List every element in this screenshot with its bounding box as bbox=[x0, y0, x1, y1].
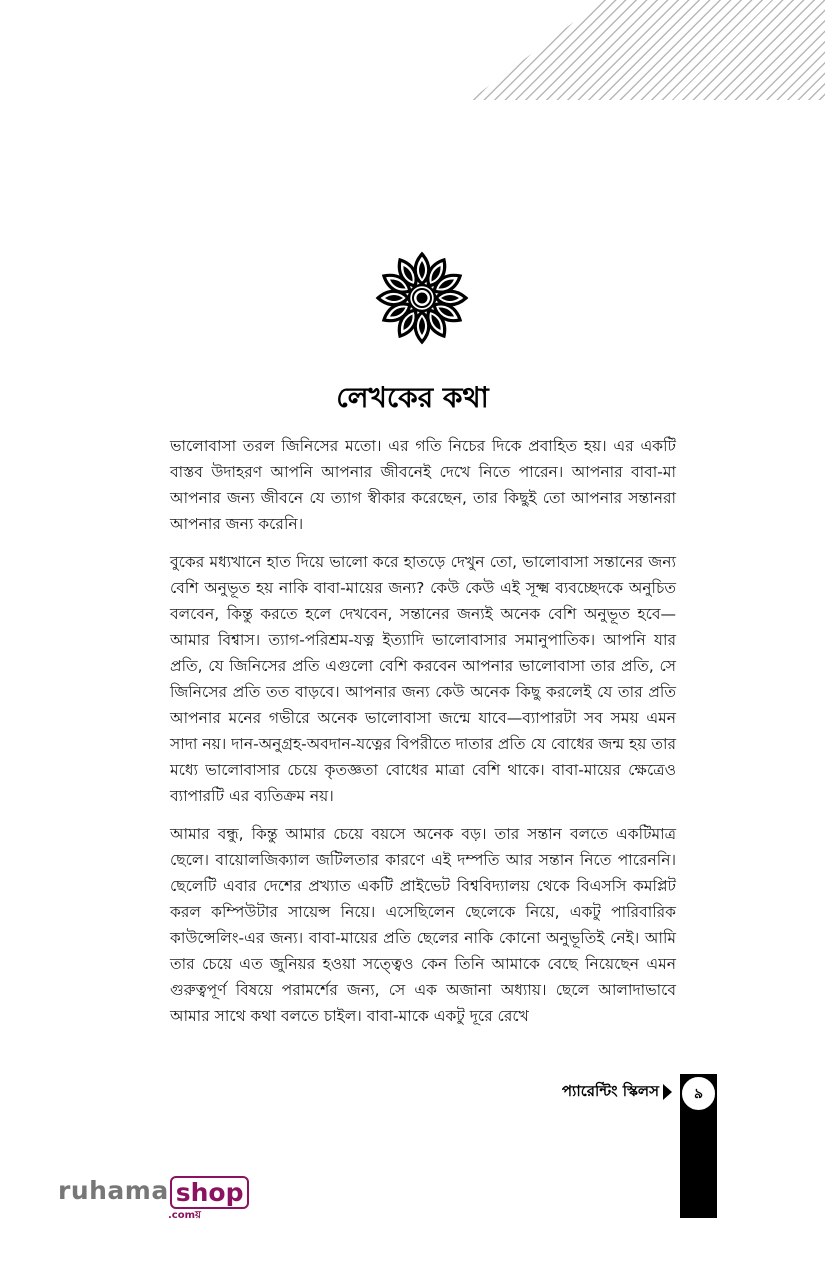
book-title-footer: প্যারেন্টিং স্কিলস bbox=[561, 1082, 659, 1100]
logo-suffix: .comয় bbox=[168, 1210, 201, 1221]
body-text bbox=[170, 433, 676, 1041]
logo-text-ruhama: ruhama bbox=[58, 1176, 169, 1205]
paragraph-2: বুকের মধ্যখানে হাত দিয়ে ভালো করে হাতড়ে দেখুন তো, ভালোবাসা সন্তানের জন্য বেশি অনুভূত হয় নাকি বাবা-মায়ের জন্য? কেউ কেউ এই সূক্ষ্ম ব্যবচ্ছেদকে অনুচিত বলবেন, কিন্তু করতে হলে দেখবেন, সন্তানের জন্যই অনেক বেশি অনুভূত হবে—আমার বিশ্বাস। ত্যাগ-পরিশ্রম-যত্ন ইত্যাদি ভালোবাসার সমানুপাতিক। আপনি যার প্রতি, যে জিনিসের প্রতি এগুলো বেশি করবেন আপনার ভালোবাসা তার প্রতি, সে জিনিসের প্রতি তত বাড়বে। আপনার জন্য কেউ অনেক কিছু করলেই যে তার প্রতি আপনার মনের গভীরে অনেক ভালোবাসা জন্মে যাবে—ব্যাপারটা সব সময় এমন সাদা নয়। দান-অনুগ্রহ-অবদান-যত্নের বিপরীতে দাতার প্রতি যে বোধের জন্ম হয় তার মধ্যে ভালোবাসার চেয়ে কৃতজ্ঞতা বোধের মাত্রা বেশি থাকে। বাবা-মায়ের ক্ষেত্রেও ব্যাপারটি এর ব্যতিক্রম নয়। bbox=[170, 553, 676, 805]
watermark-logo bbox=[58, 1176, 249, 1216]
page-title: লেখকের কথা bbox=[336, 381, 489, 414]
corner-hatch-decoration bbox=[470, 0, 825, 100]
triangle-right-icon bbox=[663, 1084, 672, 1100]
page-number: ৯ bbox=[680, 1075, 717, 1112]
flower-ornament-icon bbox=[374, 250, 470, 346]
paragraph-1: ভালোবাসা তরল জিনিসের মতো। এর গতি নিচের দিকে প্রবাহিত হয়। এর একটি বাস্তব উদাহরণ আপনি আপনার জীবনেই দেখে নিতে পারেন। আপনার বাবা-মা আপনার জন্য জীবনে যে ত্যাগ স্বীকার করেছেন, তার কিছুই তো আপনার সন্তানরা আপনার জন্য করেনি। bbox=[170, 437, 676, 533]
paragraph-3: আমার বন্ধু, কিন্তু আমার চেয়ে বয়সে অনেক বড়। তার সন্তান বলতে একটিমাত্র ছেলে। বায়োলজিক্যাল জটিলতার কারণে এই দম্পতি আর সন্তান নিতে পারেননি। ছেলেটি এবার দেশের প্রখ্যাত একটি প্রাইভেট বিশ্ববিদ্যালয় থেকে বিএসসি কমপ্লিট করল কম্পিউটার সায়েন্স নিয়ে। এসেছিলেন ছেলেকে নিয়ে, একটু পারিবারিক কাউন্সেলিং-এর জন্য। বাবা-মায়ের প্রতি ছেলের নাকি কোনো অনুভূতিই নেই। আমি তার চেয়ে এত জুনিয়র হওয়া সত্ত্বেও কেন তিনি আমাকে বেছে নিয়েছেন এমন গুরুত্বপূর্ণ বিষয়ে পরামর্শের জন্য, সে এক অজানা অধ্যায়। ছেলে আলাদাভাবে আমার সাথে কথা বলতে চাইল। বাবা-মাকে একটু দূরে রেখে bbox=[170, 825, 676, 1025]
logo-text-shop: shop bbox=[170, 1176, 250, 1209]
